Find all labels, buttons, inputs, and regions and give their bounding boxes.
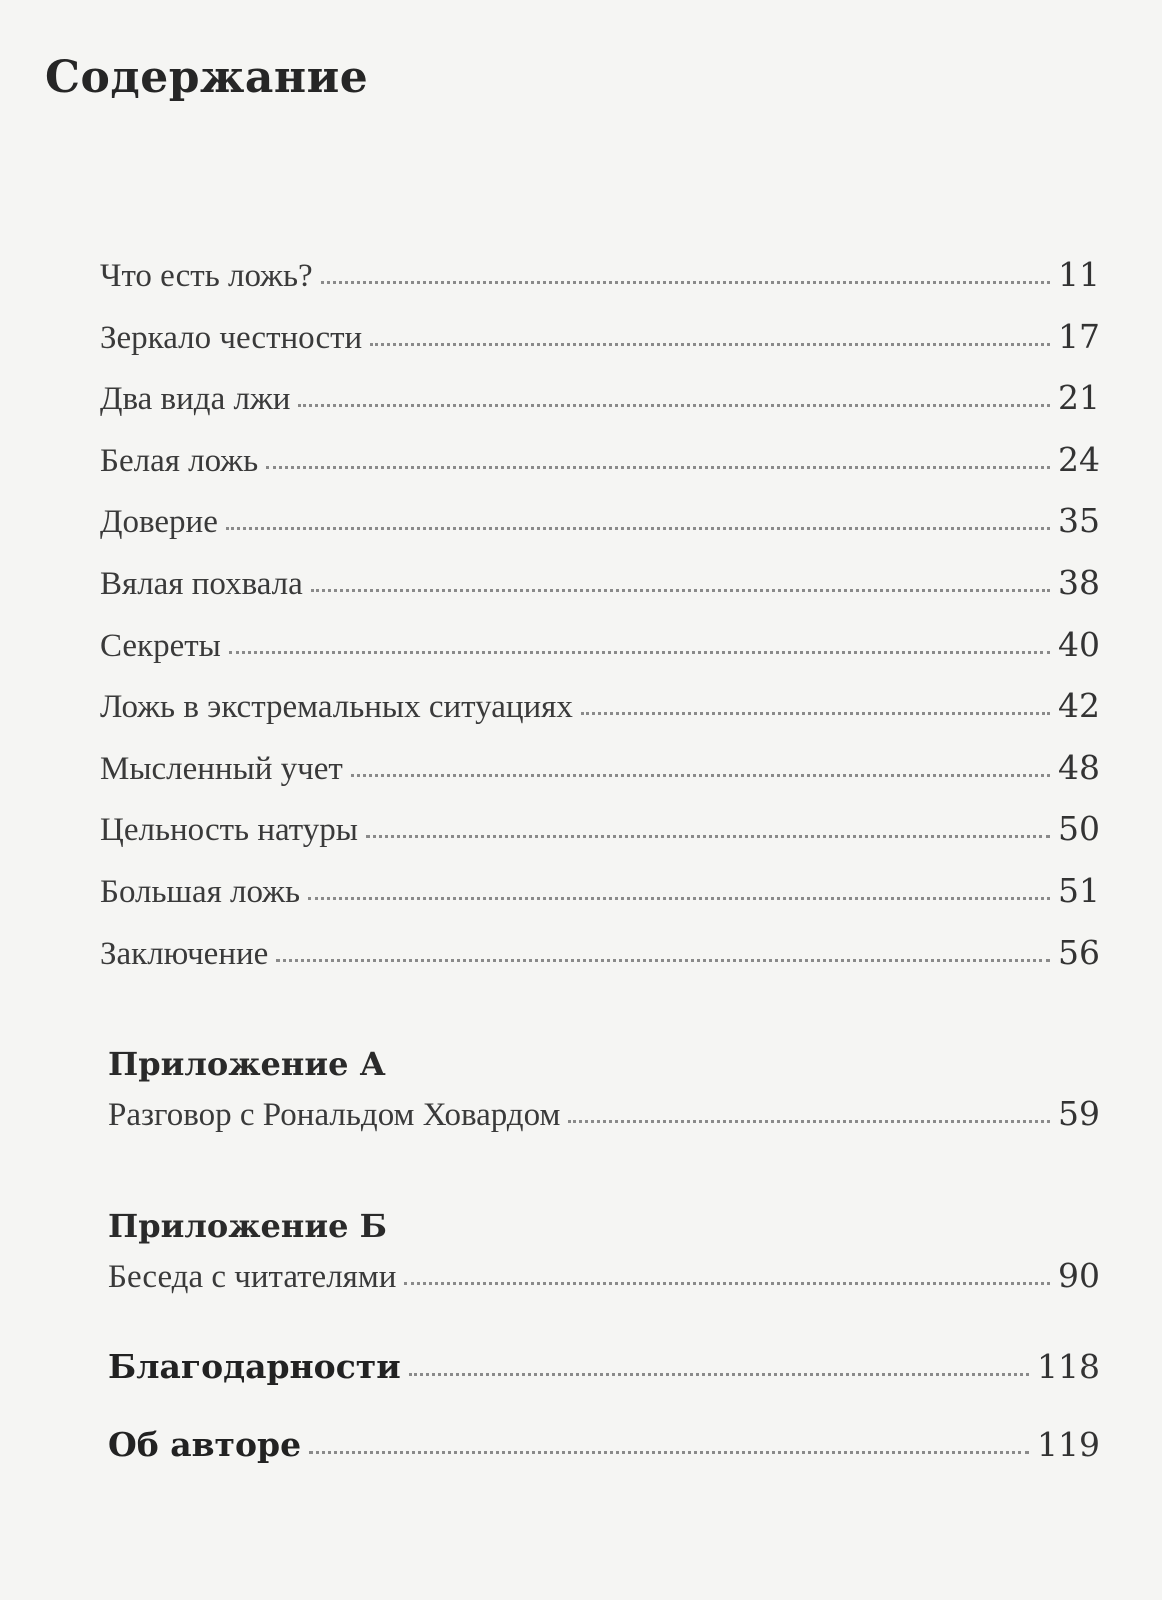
entry-page-number: 50 — [1058, 809, 1100, 849]
entry-page-number: 11 — [1058, 255, 1100, 294]
entry-page-number: 38 — [1058, 562, 1100, 602]
dot-leader — [404, 1282, 1050, 1285]
dot-leader — [308, 897, 1050, 900]
entry-title: Что есть ложь? — [100, 258, 313, 294]
dot-leader — [266, 466, 1050, 469]
toc-entry[interactable] — [100, 317, 1100, 379]
entry-page-number: 59 — [1058, 1094, 1100, 1134]
dot-leader — [409, 1373, 1029, 1376]
entry-page-number: 48 — [1058, 747, 1100, 787]
toc-entry[interactable] — [100, 748, 1100, 810]
dot-leader — [351, 774, 1050, 777]
entry-title: Белая ложь — [100, 442, 259, 479]
table-of-contents — [100, 255, 1100, 1503]
entry-title: Об авторе — [108, 1425, 302, 1465]
toc-entry[interactable] — [100, 255, 1100, 317]
entry-title: Большая ложь — [100, 873, 301, 910]
entry-page-number: 35 — [1058, 501, 1100, 541]
toc-entry[interactable] — [108, 1347, 1100, 1425]
dot-leader — [229, 651, 1050, 654]
entry-page-number: 17 — [1058, 316, 1100, 356]
toc-entry[interactable] — [100, 933, 1100, 995]
dot-leader — [568, 1120, 1050, 1123]
toc-entry[interactable] — [100, 440, 1100, 502]
entry-page-number: 21 — [1058, 378, 1100, 418]
entry-title: Благодарности — [108, 1347, 401, 1387]
appendix-b-heading: Приложение Б — [108, 1206, 387, 1245]
back-matter-list — [100, 1347, 1100, 1503]
chapter-list — [100, 255, 1100, 994]
entry-page-number: 118 — [1037, 1347, 1100, 1387]
toc-entry[interactable] — [100, 686, 1100, 748]
dot-leader — [321, 281, 1050, 284]
page-title: Содержание — [45, 52, 369, 103]
toc-entry[interactable] — [100, 625, 1100, 687]
entry-title: Цельность натуры — [100, 812, 358, 849]
entry-page-number: 51 — [1058, 870, 1100, 910]
appendix-a-heading: Приложение А — [108, 1045, 386, 1084]
dot-leader — [309, 1451, 1029, 1454]
toc-entry[interactable] — [100, 378, 1100, 440]
entry-page-number: 24 — [1058, 439, 1100, 479]
entry-title: Разговор с Рональдом Ховардом — [108, 1097, 561, 1134]
entry-title: Мысленный учет — [100, 750, 343, 787]
entry-title: Зеркало честности — [100, 319, 363, 356]
entry-page-number: 42 — [1058, 686, 1100, 726]
dot-leader — [581, 712, 1050, 715]
entry-title: Секреты — [100, 627, 221, 664]
entry-title: Беседа с читателями — [108, 1258, 397, 1295]
dot-leader — [276, 959, 1050, 962]
entry-page-number: 90 — [1058, 1255, 1100, 1295]
entry-title: Доверие — [100, 504, 218, 541]
toc-entry[interactable] — [100, 809, 1100, 871]
entry-page-number: 119 — [1037, 1425, 1100, 1465]
dot-leader — [311, 589, 1050, 592]
entry-title: Вялая похвала — [100, 565, 303, 602]
toc-entry[interactable] — [108, 1094, 1100, 1156]
entry-page-number: 40 — [1058, 624, 1100, 664]
entry-title: Два вида лжи — [100, 381, 291, 418]
dot-leader — [366, 835, 1050, 838]
toc-entry[interactable] — [108, 1256, 1100, 1318]
entry-page-number: 56 — [1058, 932, 1100, 972]
toc-entry[interactable] — [108, 1425, 1100, 1503]
entry-title: Заключение — [100, 935, 269, 972]
toc-entry[interactable] — [100, 501, 1100, 563]
dot-leader — [226, 527, 1050, 530]
entry-title: Ложь в экстремальных ситуациях — [100, 689, 573, 726]
dot-leader — [370, 343, 1050, 346]
toc-entry[interactable] — [100, 563, 1100, 625]
dot-leader — [298, 404, 1050, 407]
toc-entry[interactable] — [100, 871, 1100, 933]
